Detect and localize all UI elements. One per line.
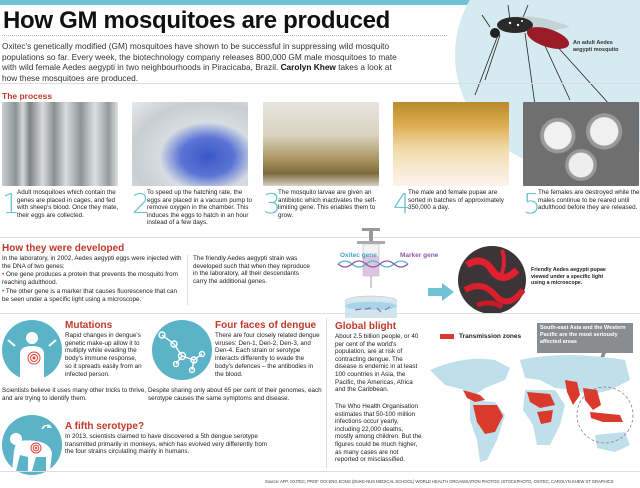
footer-divider: [0, 471, 640, 472]
step-number: 1: [2, 187, 20, 220]
process-step-2: [132, 102, 253, 227]
process-heading: The process: [2, 91, 53, 101]
marker-gene-label: Marker gene: [400, 252, 439, 259]
mosquito-illustration: [470, 5, 620, 105]
mosquito-caption: An adult Aedes aegypti mosquito: [573, 40, 619, 53]
bullet-item: • One gene produces a protein that prevents the mosquito from reaching adulthood.: [2, 271, 178, 287]
pupae-photo: [393, 102, 509, 186]
column-divider: [326, 318, 327, 468]
step-number: 4: [393, 187, 411, 220]
step-text: The females are destroyed while the males continue to be reared until adulthood before they are released.: [538, 189, 640, 212]
development-text: In the laboratory, in 2002, Aedes aegypti eggs were injected with the DNA of two genes: • One gene produces a protein that prevents the mosquito from reaching adulthood. • The other gene is a marker that causes fluorescence that can be seen under a specific light using a microscope.: [2, 255, 182, 303]
monkey-icon: [2, 415, 62, 475]
mutations-heading: Mutations: [65, 320, 113, 331]
step-number: 5: [523, 187, 541, 220]
section-divider: [0, 83, 640, 84]
column-divider: [187, 255, 188, 305]
step-text: The mosquito larvae are given an antibiotic which inactivates the self-limiting gene. This enables them to grow.: [278, 189, 377, 219]
step-number: 2: [132, 187, 150, 220]
global-blight-p2: The Who Health Organisation estimates that 50-100 million infections occur yearly, including 22,000 deaths, mostly among children. But the figures could be much higher, as many cases are not reported or misclassified.: [335, 403, 422, 464]
process-step-5: [523, 102, 640, 220]
mutations-footer: Scientists believe it uses many other tricks to thrive, and are trying to identify them.: [2, 387, 147, 402]
vacuum-pump-photo: [132, 102, 248, 186]
map-legend: Transmission zones: [440, 333, 521, 340]
page-title: How GM mosquitoes are produced: [3, 7, 391, 34]
arrow-right-icon: [428, 283, 454, 301]
global-blight-p1: About 2.5 billion people, or 40 per cent of the world's population, are at risk of contracting dengue. The disease is endemic in at least 100 countries in Asia, the Pacific, the Americas, Africa and the Caribbean.: [335, 333, 419, 394]
process-step-1: [2, 102, 119, 220]
world-map: [425, 350, 640, 470]
process-step-4: [393, 102, 509, 220]
section-divider: [0, 237, 640, 238]
mutations-text: Rapid changes in dengue's genetic make-up allow it to multiply while evading the body's immune response, so it spreads easily from an infected person.: [65, 332, 142, 378]
process-step-3: [263, 102, 379, 220]
containers-photo: [523, 102, 639, 186]
strain-text: The friendly Aedes aegypti strain was developed such that when they reproduce in the laboratory, all their descendants carry the additional genes.: [193, 255, 310, 286]
global-blight-heading: Global blight: [335, 321, 397, 332]
microscope-view-circle: [457, 245, 527, 315]
human-body-icon: [2, 320, 62, 380]
author-name: Carolyn Khew: [280, 62, 336, 72]
step-number: 3: [263, 187, 281, 220]
four-faces-heading: Four faces of dengue: [215, 320, 317, 331]
cages-photo: [2, 102, 118, 186]
larvae-photo: [263, 102, 379, 186]
legend-swatch: [440, 334, 454, 339]
fifth-serotype-text: In 2013, scientists claimed to have discovered a 5th dengue serotype transmitted primarily in monkeys, which has evolved very differently from the four strains circulating mainly in humans.: [65, 433, 268, 456]
intro-paragraph: Oxitec's genetically modified (GM) mosquitoes have shown to be successful in suppressing wild mosquito populations so far. Every week, the biotechnology company releases 800,000 GM male mosquitoes to mate with wild female Aedes aegypti in two neighbourhoods in Piracicaba, Brazil. Carolyn Khew takes a look at how these mosquitoes are produced.: [2, 41, 397, 83]
step-text: The male and female pupae are sorted in batches of approximately 350,000 a day.: [408, 189, 504, 212]
title-divider: [2, 35, 447, 36]
development-heading: How they were developed: [2, 243, 125, 254]
step-text: Adult mosquitoes which contain the genes are placed in cages, and fed with sheep's blood. Once they mate, their eggs are collected.: [17, 189, 119, 219]
bullet-item: • The other gene is a marker that causes fluorescence that can be seen under a specific light using a microscope.: [2, 287, 178, 303]
fifth-serotype-heading: A fifth serotype?: [65, 421, 145, 432]
oxitec-gene-label: Oxitec gene: [340, 252, 377, 259]
source-credits: Source: AFP, OXITEC, PROF OOI ENG EONG (DUKE-NUS MEDICAL SCHOOL) WORLD HEALTH ORGANISATION PHOTOS: ISTOCKPHOTO, OXITEC, CAROLYN KHEW ST GRAPHICS: [265, 479, 614, 484]
section-divider: [0, 313, 640, 314]
step-text: To speed up the hatching rate, the eggs are placed in a vacuum pump to remove oxygen in the chamber. This induces the eggs to hatch in an hour instead of a few days.: [147, 189, 253, 227]
syringe-dna-illustration: [335, 228, 435, 318]
virus-molecule-icon: [152, 320, 212, 380]
map-callout: South-east Asia and the Western Pacific are the most seriously affected areas: [537, 323, 633, 353]
four-faces-footer: Despite sharing only about 65 per cent of their genomes, each serotype causes the same symptoms and disease.: [148, 387, 322, 402]
four-faces-text: There are four closely related dengue viruses: Den-1, Den-2, Den-3, and Den-4. Each strain or serotype interacts differently to evade the body's defences – the antibodies in the blood.: [215, 332, 320, 378]
microscope-caption: Friendly Aedes aegypti pupae viewed under a specific light using a microscope.: [531, 267, 606, 286]
